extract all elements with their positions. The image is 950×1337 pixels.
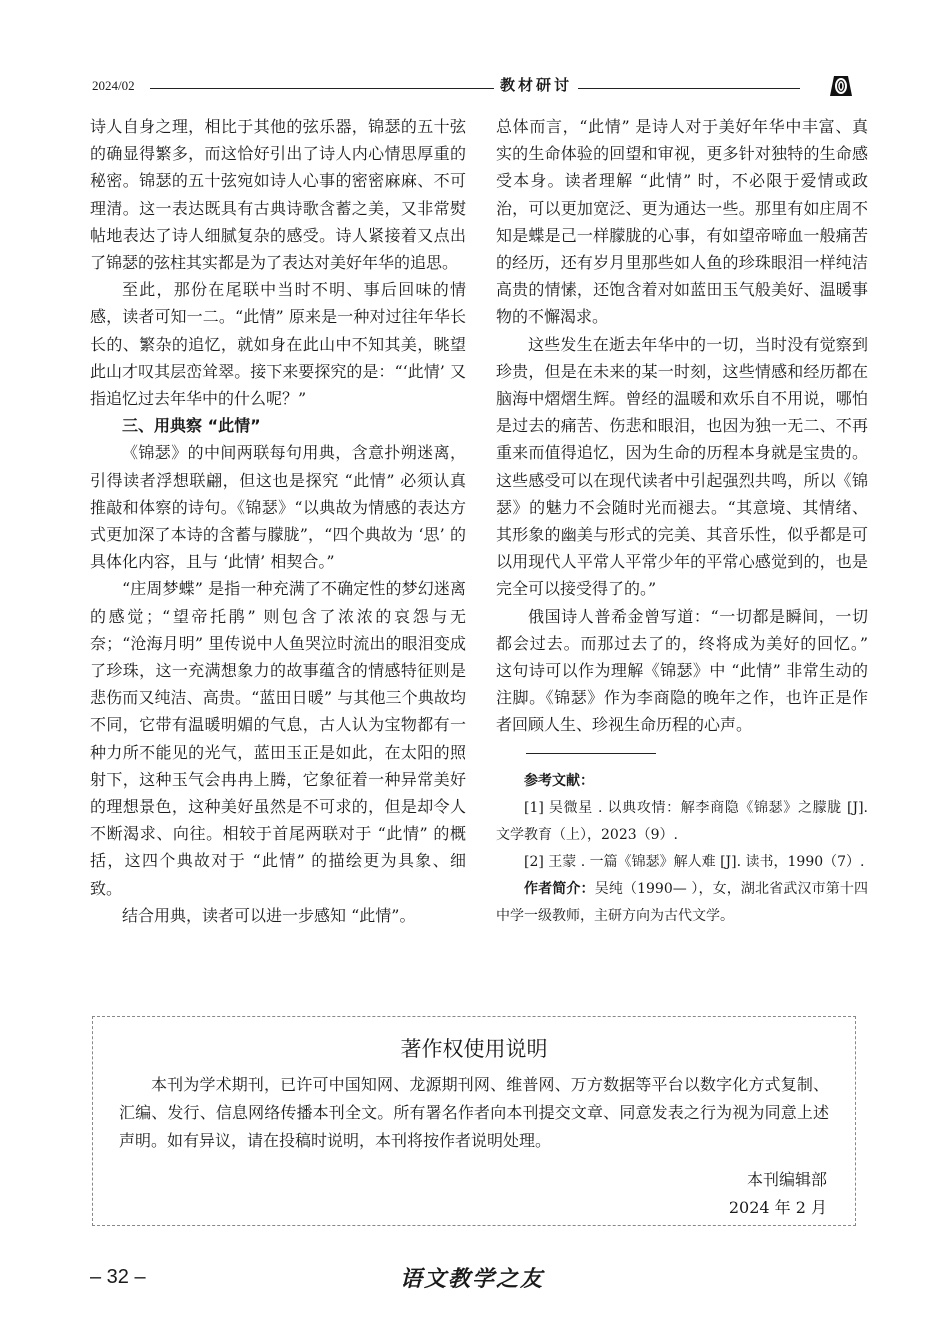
reference-item: [2] 王蒙 . 一篇《锦瑟》解人难 [J]. 读书，1990（7）. [524,853,865,870]
paragraph: 结合用典，读者可以进一步感知 “此情”。 [122,905,416,925]
reference-item: [1] 吴微星 . 以典攻情：解李商隐《锦瑟》之朦胧 [J]. 文学教育（上），2023（9）. [496,799,868,843]
author-bio-text: 吴纯（1990— ），女，湖北省武汉市第十四中学一级教师，主研方向为古代文学。 [496,880,869,924]
paragraph: 《锦瑟》的中间两联每句用典，含意扑朔迷离，引得读者浮想联翩，但这也是探究 “此情” 必须认真推敲和体察的诗句。《锦瑟》“以典故为情感的表达方式更加深了本诗的含蓄与朦胧”，“四个典故为 ‘思’ 的具体化内容，且与 ‘此情’ 相契合。” [90,443,466,572]
author-bio [496,876,868,930]
references-divider [526,753,656,754]
author-bio-label: 作者简介： [524,880,595,897]
page-number: – 32 – [90,1266,146,1288]
copyright-date: 2024 年 2 月 [728,1198,827,1217]
section-heading: 三、用典察 “此情” [122,416,261,436]
left-column [90,113,466,929]
header-rule [150,88,800,89]
page-header [92,72,860,102]
copyright-notice [92,1016,856,1226]
paragraph: 诗人自身之理，相比于其他的弦乐器，锦瑟的五十弦的确显得繁多，而这恰好引出了诗人内心情思厚重的秘密。锦瑟的五十弦宛如诗人心事的密密麻麻、不可理清。这一表达既具有古典诗歌含蓄之美，又非常熨帖地表达了诗人细腻复杂的感受。诗人紧接着又点出了锦瑟的弦柱其实都是为了表达对美好年华的追思。 [90,117,466,273]
right-column [496,113,868,930]
journal-logo-icon [828,72,854,98]
issue-date: 2024/02 [92,78,135,93]
references [496,768,868,930]
paragraph: 总体而言，“此情” 是诗人对于美好年华中丰富、真实的生命体验的回望和审视，更多针对独特的生命感受本身。读者理解 “此情” 时，不必限于爱情或政治，可以更加宽泛、更为通达一些。那里有如庄周不知是蝶是己一样朦胧的心事，有如望帝啼血一般痛苦的经历，还有岁月里那些如人鱼的珍珠眼泪一样纯洁高贵的情愫，还饱含着对如蓝田玉气般美好、温暖事物的不懈渴求。 [496,117,868,327]
paragraph: 俄国诗人普希金曾写道：“一切都是瞬间，一切都会过去。而那过去了的，终将成为美好的回忆。” 这句诗可以作为理解《锦瑟》中 “此情” 非常生动的注脚。《锦瑟》作为李商隐的晚年之作，也许正是作者回顾人生、珍视生命历程的心声。 [496,606,868,735]
journal-title: 语文教学之友 [400,1266,545,1292]
copyright-title: 著作权使用说明 [400,1037,548,1061]
paragraph: 至此，那份在尾联中当时不明、事后回味的情感，读者可知一二。“此情” 原来是一种对过往年华长长的、繁杂的追忆，就如身在此山中不知其美，眺望此山才叹其层峦耸翠。接下来要探究的是：“‘此情’ 又指追忆过去年华中的什么呢？” [90,280,466,409]
copyright-body: 本刊为学术期刊，已许可中国知网、龙源期刊网、维普网、万方数据等平台以数字化方式复制、汇编、发行、信息网络传播本刊全文。所有署名作者向本刊提交文章、同意发表之行为视为同意上述声明。如有异议，请在投稿时说明，本刊将按作者说明处理。 [119,1075,829,1150]
section-title: 教材研讨 [494,74,578,95]
references-title: 参考文献： [524,772,594,789]
paragraph: 这些发生在逝去年华中的一切，当时没有觉察到珍贵，但是在未来的某一时刻，这些情感和经历都在脑海中熠熠生辉。曾经的温暖和欢乐自不用说，哪怕是过去的痛苦、伤悲和眼泪，也因为独一无二、不再重来而值得追忆，因为生命的历程本身就是宝贵的。这些感受可以在现代读者中引起强烈共鸣，所以《锦瑟》的魅力不会随时光而褪去。“其意境、其情绪、其形象的幽美与形式的完美、其音乐性，似乎都是可以用现代人平常人平常少年的平常心感觉到的，也是完全可以接受得了的。” [496,334,868,599]
copyright-signer: 本刊编辑部 [746,1170,827,1189]
paragraph: “庄周梦蝶” 是指一种充满了不确定性的梦幻迷离的感觉；“望帝托鹃” 则包含了浓浓的哀怨与无奈；“沧海月明” 里传说中人鱼哭泣时流出的眼泪变成了珍珠，这一充满想象力的故事蕴含的情感特征则是悲伤而又纯洁、高贵。“蓝田日暖” 与其他三个典故均不同，它带有温暖明媚的气息，古人认为宝物都有一种力所不能见的光气，蓝田玉正是如此，在太阳的照射下，这种玉气会冉冉上腾，它象征着一种异常美好的理想景色，这种美好虽然是不可求的，但是却令人不断渴求、向往。相较于首尾两联对于 “此情” 的概括，这四个典故对于 “此情” 的描绘更为具象、细致。 [90,579,466,898]
